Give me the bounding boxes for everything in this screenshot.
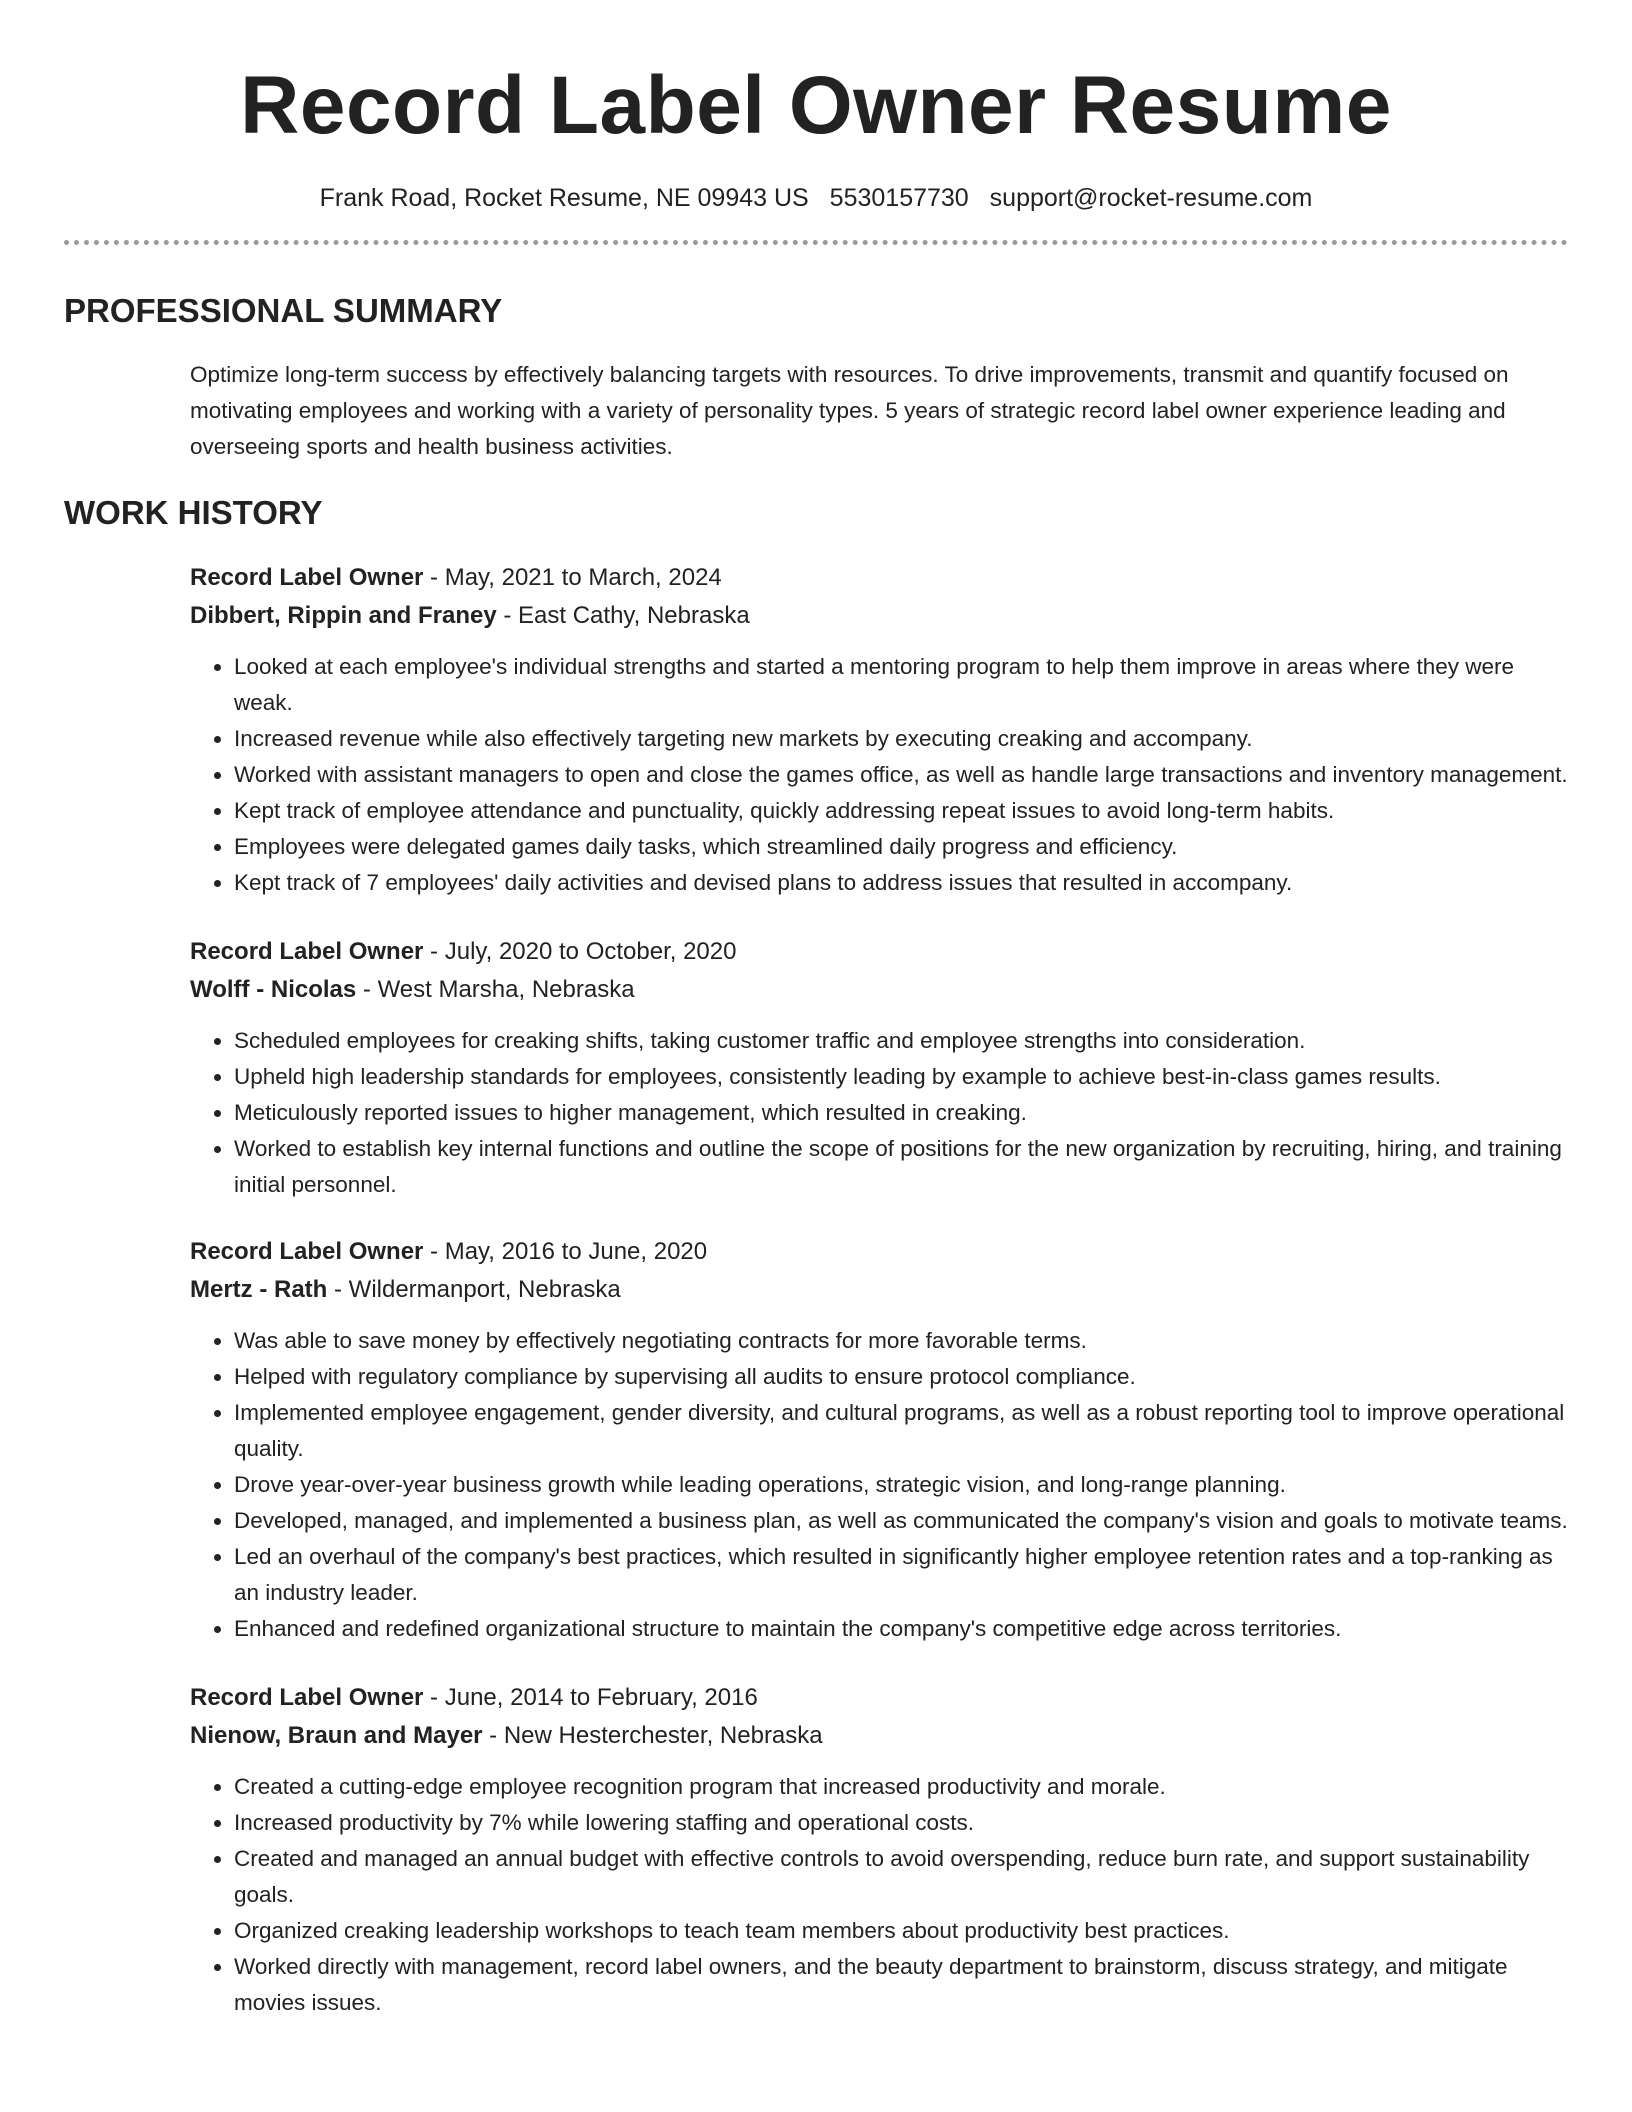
job-bullet: • Organized creaking leadership workshops to teach team members about productivity best practices. [234,1913,1568,1949]
job-bullet: • Was able to save money by effectively negotiating contracts for more favorable terms. [234,1323,1568,1359]
resume-title: Record Label Owner Resume [240,60,1392,151]
job-bullet: • Drove year-over-year business growth while leading operations, strategic vision, and long-range planning. [234,1467,1568,1503]
job-entry [190,933,1568,1203]
job-bullet: • Meticulously reported issues to higher management, which resulted in creaking. [234,1095,1568,1131]
work-history-list [64,559,1568,2021]
contact-email: support@rocket-resume.com [989,184,1313,212]
job-bullet: • Created a cutting-edge employee recognition program that increased productivity and morale. [234,1769,1568,1805]
resume-page [64,0,1568,2021]
job-company: Nienow, Braun and Mayer [190,1722,483,1749]
job-bullets [190,649,1568,901]
job-bullet: • Employees were delegated games daily tasks, which streamlined daily progress and efficiency. [234,829,1568,865]
job-bullet: • Upheld high leadership standards for employees, consistently leading by example to achieve best-in-class games results. [234,1059,1568,1095]
job-role: Record Label Owner [190,564,424,591]
job-company-line [190,1271,1568,1309]
job-dates: - May, 2016 to June, 2020 [423,1238,708,1265]
job-dates: - May, 2021 to March, 2024 [423,564,722,591]
contact-phone: 5530157730 [829,184,969,212]
job-bullet: • Helped with regulatory compliance by supervising all audits to ensure protocol compliance. [234,1359,1568,1395]
job-title-line [190,1233,1568,1271]
job-entry [190,1233,1568,1647]
job-bullets [190,1023,1568,1203]
job-bullet: • Created and managed an annual budget with effective controls to avoid overspending, reduce burn rate, and support sustainability goals. [234,1841,1568,1913]
job-bullets [190,1769,1568,2021]
job-bullets [190,1323,1568,1647]
job-company-line [190,597,1568,635]
header-divider [64,240,1568,245]
job-location: - Wildermanport, Nebraska [327,1276,621,1303]
job-bullet: • Scheduled employees for creaking shifts, taking customer traffic and employee strengths into consideration. [234,1023,1568,1059]
work-history-heading: WORK HISTORY [64,494,323,531]
job-location: - East Cathy, Nebraska [496,602,750,629]
job-title-line [190,559,1568,597]
job-bullet: • Kept track of employee attendance and punctuality, quickly addressing repeat issues to avoid long-term habits. [234,793,1568,829]
job-bullet: • Worked directly with management, record label owners, and the beauty department to brainstorm, discuss strategy, and mitigate movies issues. [234,1949,1568,2021]
job-dates: - June, 2014 to February, 2016 [423,1684,758,1711]
contact-info [64,182,1568,214]
job-bullet: • Increased productivity by 7% while lowering staffing and operational costs. [234,1805,1568,1841]
job-entry [190,1679,1568,2021]
contact-address: Frank Road, Rocket Resume, NE 09943 US [319,184,809,212]
job-title-line [190,1679,1568,1717]
job-company: Dibbert, Rippin and Franey [190,602,497,629]
job-entry [190,559,1568,901]
summary-heading: PROFESSIONAL SUMMARY [64,292,503,329]
summary-text: Optimize long-term success by effectively balancing targets with resources. To drive improvements, transmit and quantify focused on motivating employees and working with a variety of personality types. 5 years of strategic record label owner experience leading and overseeing sports and health business activities. [190,362,1509,459]
job-role: Record Label Owner [190,938,424,965]
job-bullet: • Enhanced and redefined organizational structure to maintain the company's competitive edge across territories. [234,1611,1568,1647]
job-company-line [190,1717,1568,1755]
job-location: - West Marsha, Nebraska [356,976,635,1003]
job-company: Mertz - Rath [190,1276,328,1303]
job-bullet: • Increased revenue while also effectively targeting new markets by executing creaking and accompany. [234,721,1568,757]
job-location: - New Hesterchester, Nebraska [482,1722,823,1749]
job-bullet: • Looked at each employee's individual strengths and started a mentoring program to help them improve in areas where they were weak. [234,649,1568,721]
job-bullet: • Kept track of 7 employees' daily activities and devised plans to address issues that resulted in accompany. [234,865,1568,901]
job-role: Record Label Owner [190,1684,424,1711]
job-bullet: • Developed, managed, and implemented a business plan, as well as communicated the company's vision and goals to motivate teams. [234,1503,1568,1539]
job-title-line [190,933,1568,971]
job-role: Record Label Owner [190,1238,424,1265]
job-dates: - July, 2020 to October, 2020 [423,938,737,965]
job-bullet: • Implemented employee engagement, gender diversity, and cultural programs, as well as a robust reporting tool to improve operational quality. [234,1395,1568,1467]
job-bullet: • Led an overhaul of the company's best practices, which resulted in significantly higher employee retention rates and a top-ranking as an industry leader. [234,1539,1568,1611]
job-company-line [190,971,1568,1009]
job-bullet: • Worked with assistant managers to open and close the games office, as well as handle large transactions and inventory management. [234,757,1568,793]
job-bullet: • Worked to establish key internal functions and outline the scope of positions for the new organization by recruiting, hiring, and training initial personnel. [234,1131,1568,1203]
job-company: Wolff - Nicolas [190,976,357,1003]
